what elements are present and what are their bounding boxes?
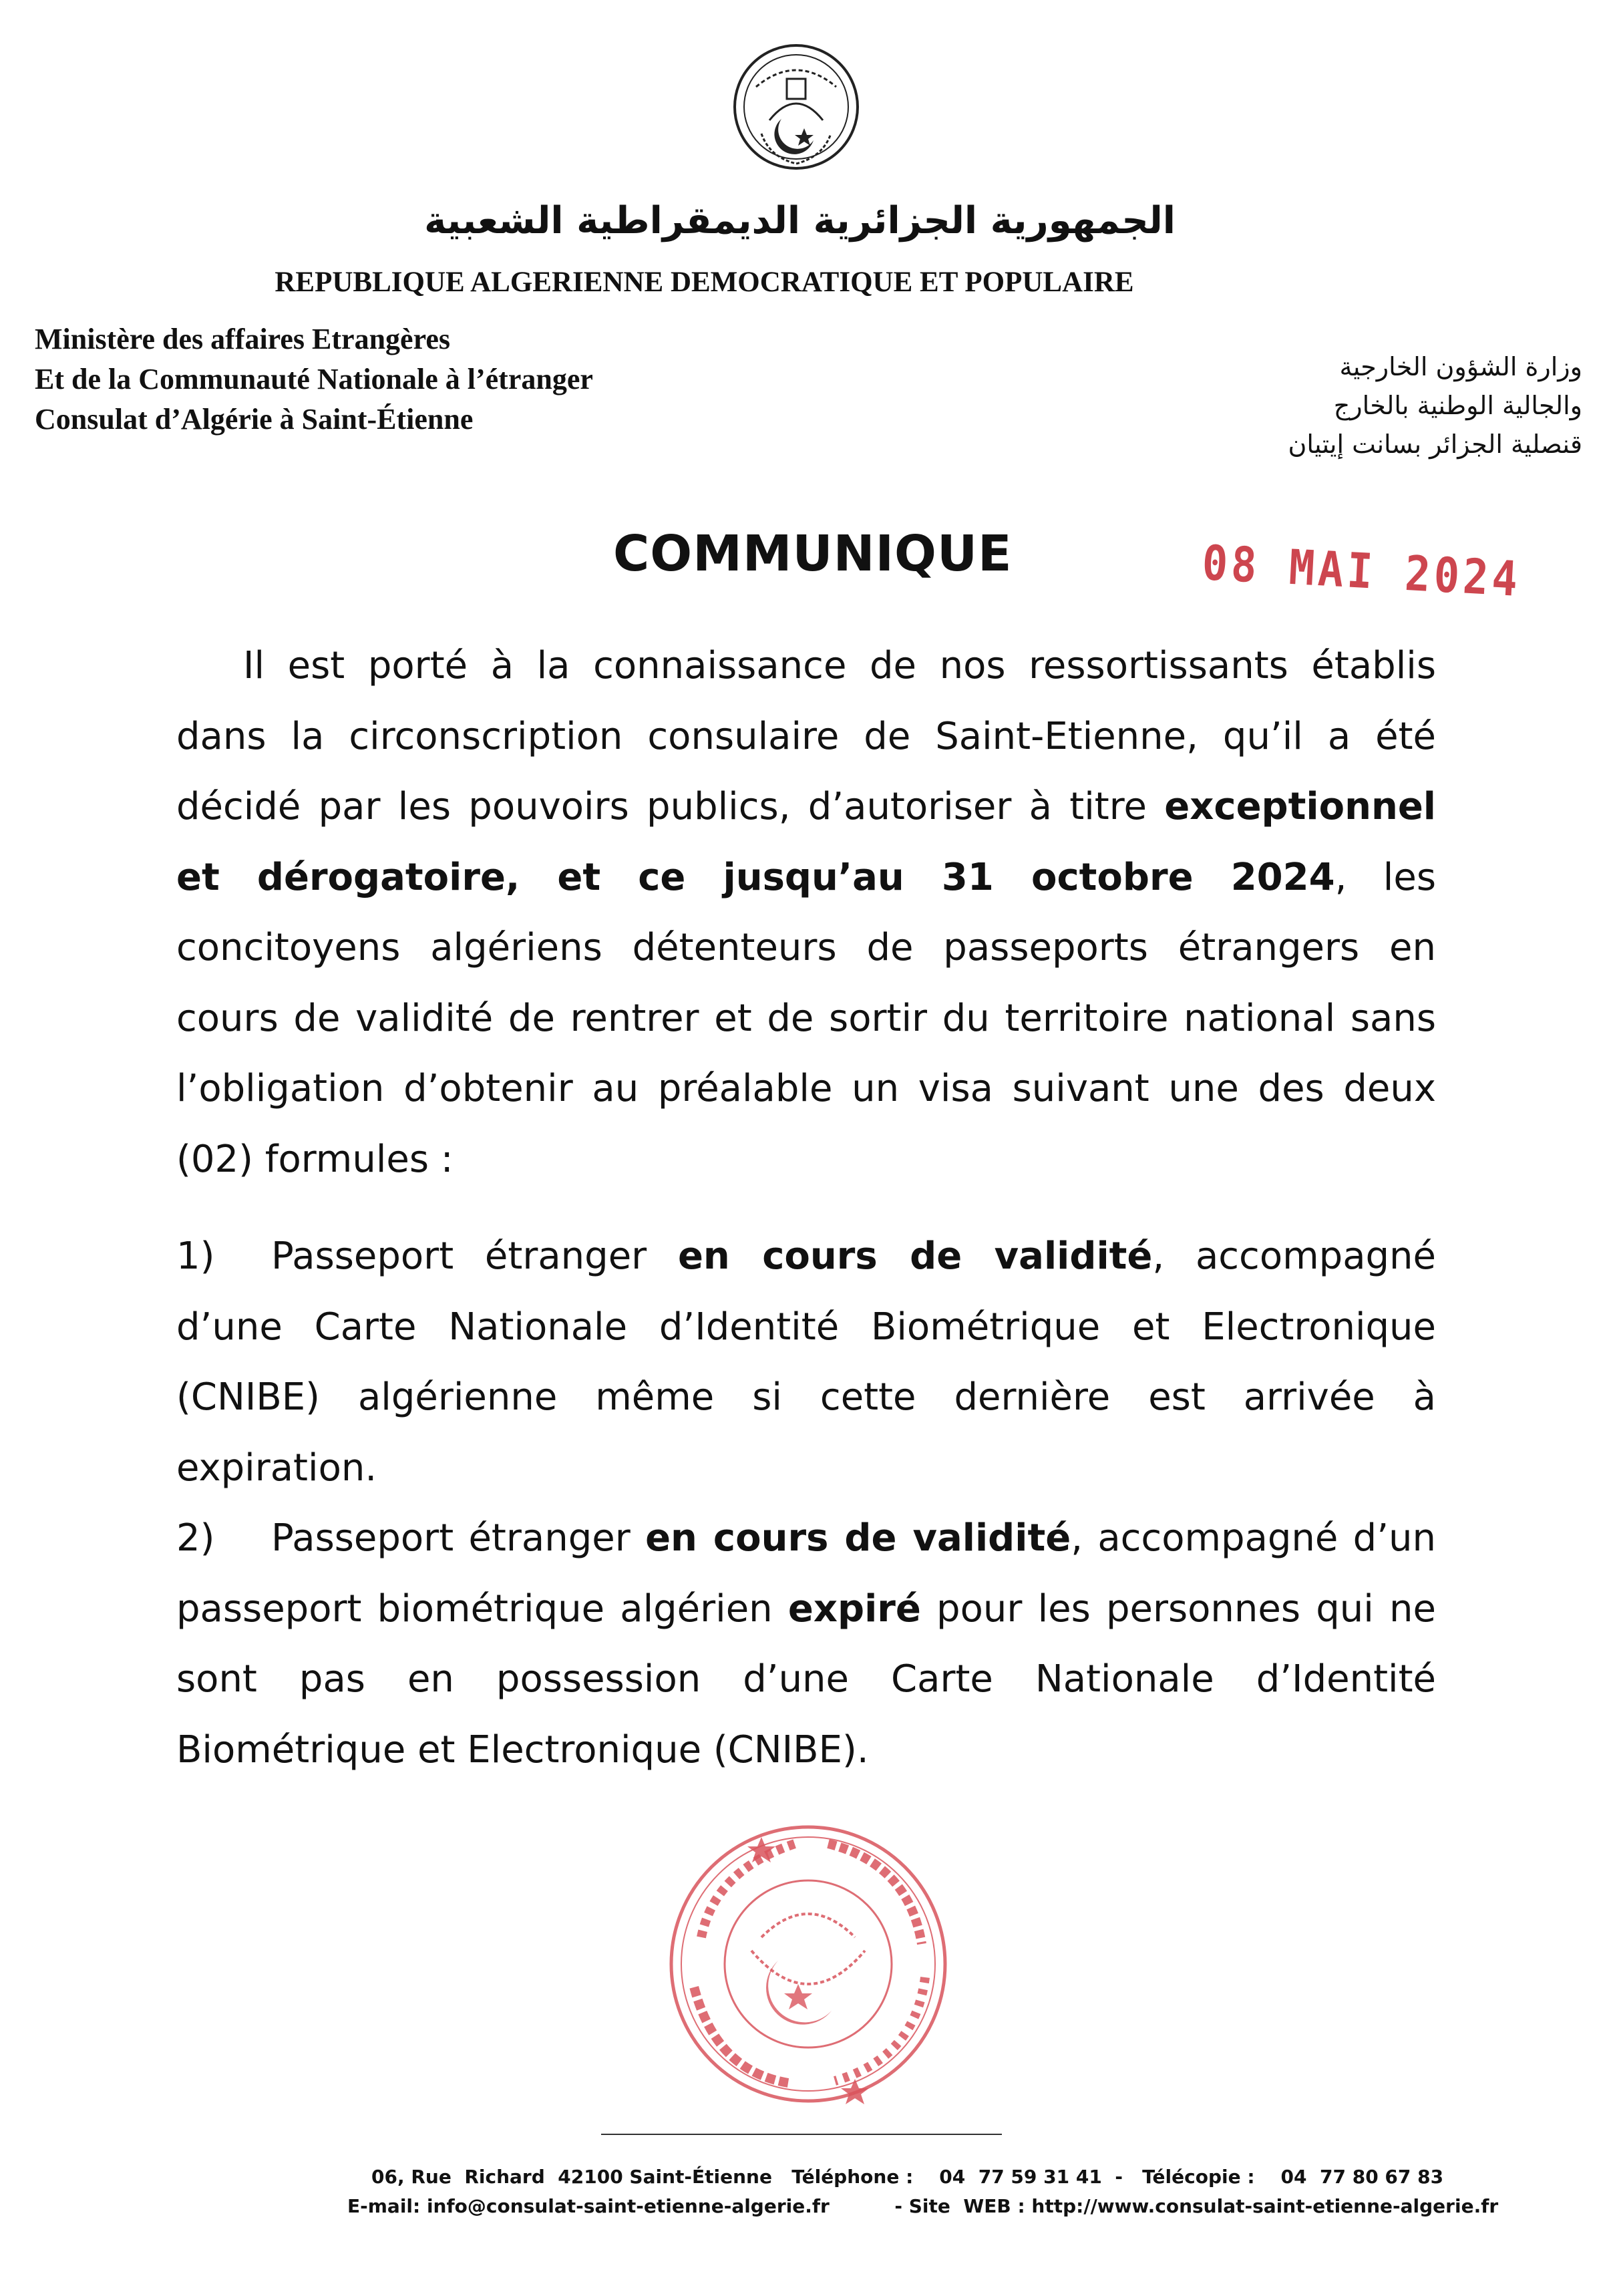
list-item	[176, 1221, 1436, 1503]
list-item-number: 1)	[176, 1235, 215, 1278]
ministry-block-fr	[35, 319, 593, 440]
algeria-emblem-icon	[729, 40, 863, 214]
intro-paragraph	[176, 631, 1436, 1194]
ministry-line-ar: قنصلية الجزائر بسانت إيتيان	[1288, 430, 1582, 459]
consulate-seal-icon	[661, 1817, 955, 2111]
intro-text: Il est porté à la connaissance de nos ressortissants établis dans la circonscription consulaire de Saint-Etienne, qu’il a été décidé par les pouvoirs publics, d’autoriser à titre	[176, 644, 1436, 828]
ministry-line: Et de la Communauté Nationale à l’étranger	[35, 363, 593, 395]
footer-divider	[601, 2134, 1002, 2135]
intro-bold: exceptionnel et dérogatoire, et ce jusqu’au 31 octobre 2024	[176, 785, 1436, 899]
french-republic-title-text: REPUBLIQUE ALGERIENNE DEMOCRATIQUE ET POPULAIRE	[275, 267, 1134, 298]
french-republic-title	[0, 266, 1609, 299]
date-stamp: 08 MAI 2024	[1200, 534, 1523, 607]
footer-contact: E-mail: info@consulat-saint-etienne-algerie.fr - Site WEB : http://www.consulat-saint-etienne-algerie.fr	[347, 2195, 1499, 2217]
list-item-bold: en cours de validité	[677, 1235, 1153, 1278]
list-item-text: Passeport étranger	[271, 1516, 646, 1560]
document-title: COMMUNIQUE	[613, 525, 1013, 583]
list-item	[176, 1503, 1436, 1785]
intro-text: , les concitoyens algériens détenteurs de passeports étrangers en cours de validité de rentrer et de sortir du territoire national sans l’obligation d’obtenir au préalable un visa suivant une des deux (02) formules :	[176, 855, 1436, 1181]
list-item-number: 2)	[176, 1516, 215, 1560]
list-item-text: Passeport étranger	[271, 1235, 678, 1278]
list-item-text: , accompagné d’une Carte Nationale d’Identité Biométrique et Electronique (CNIBE) algérienne même si cette dernière est arrivée à expiration.	[176, 1235, 1437, 1490]
list-item-text: pour les personnes qui ne sont pas en possession d’une Carte Nationale d’Identité Biométrique et Electronique (CNIBE).	[176, 1587, 1436, 1772]
ministry-line-ar: والجالية الوطنية بالخارج	[1333, 391, 1582, 420]
list-item-bold: en cours de validité	[645, 1516, 1071, 1560]
ministry-block-ar	[1288, 347, 1582, 464]
ministry-line: Consulat d’Algérie à Saint-Étienne	[35, 403, 474, 436]
list-item-bold: expiré	[787, 1587, 921, 1631]
ministry-line: Ministère des affaires Etrangères	[35, 323, 450, 355]
list-item-text: , accompagné d’un passeport biométrique algérien	[176, 1516, 1437, 1631]
arabic-republic-title: الجمهورية الجزائرية الديمقراطية الشعبية	[424, 199, 1176, 242]
ministry-line-ar: وزارة الشؤون الخارجية	[1339, 352, 1582, 381]
footer-address: 06, Rue Richard 42100 Saint-Étienne Téléphone : 04 77 59 31 41 - Télécopie : 04 77 80 67 83	[371, 2166, 1444, 2188]
